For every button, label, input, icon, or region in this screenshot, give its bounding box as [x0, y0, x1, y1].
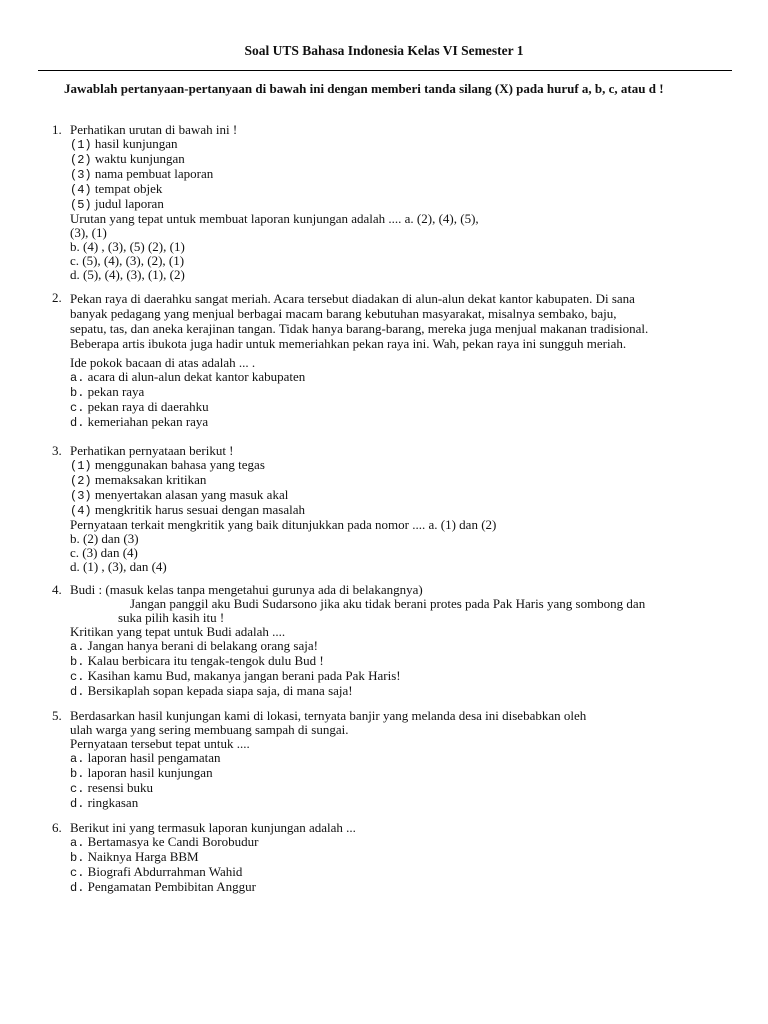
- answer-option[interactable]: c. (3) dan (4): [70, 545, 138, 560]
- list-item: (2) waktu kunjungan: [70, 151, 185, 167]
- answer-option[interactable]: d. Pengamatan Pembibitan Anggur: [70, 879, 256, 895]
- list-item: (2) memaksakan kritikan: [70, 472, 207, 488]
- header-divider: [38, 70, 732, 71]
- question-2: [52, 291, 692, 430]
- list-item: (3) nama pembuat laporan: [70, 166, 214, 182]
- answer-option[interactable]: b. (4) , (3), (5) (2), (1): [70, 239, 185, 254]
- question-4: [52, 583, 692, 699]
- answer-option[interactable]: d. Bersikaplah sopan kepada siapa saja, di mana saja!: [70, 683, 353, 699]
- answer-option[interactable]: a. laporan hasil pengamatan: [70, 750, 221, 766]
- answer-option[interactable]: d. kemeriahan pekan raya: [70, 414, 209, 430]
- answer-option[interactable]: b. Kalau berbicara itu tengak-tengok dulu Bud !: [70, 653, 324, 669]
- passage-line: sepatu, tas, dan aneka kerajinan tangan. Tidak hanya barang-barang, mereka juga menjual makanan tradisional.: [70, 321, 649, 336]
- question-number: 6.: [52, 820, 62, 835]
- answer-option[interactable]: a. Bertamasya ke Candi Borobudur: [70, 834, 259, 850]
- question-text: Ide pokok bacaan di atas adalah ... .: [70, 355, 256, 370]
- answer-option[interactable]: c. (5), (4), (3), (2), (1): [70, 253, 185, 268]
- passage-line: Beberapa artis ibukota juga hadir untuk memeriahkan pekan raya ini. Wah, pekan raya ini sungguh meriah.: [70, 336, 627, 351]
- list-item: (3) menyertakan alasan yang masuk akal: [70, 487, 289, 503]
- answer-option[interactable]: c. pekan raya di daerahku: [70, 399, 209, 415]
- answer-option[interactable]: b. laporan hasil kunjungan: [70, 765, 213, 781]
- question-intro: Perhatikan urutan di bawah ini !: [70, 122, 238, 137]
- dialogue-speaker: Budi : (masuk kelas tanpa mengetahui gurunya ada di belakangnya): [70, 582, 423, 597]
- passage-line: banyak pedagang yang menjual berbagai macam barang kebutuhan masyarakat, misalnya sembako, baju,: [70, 306, 617, 321]
- answer-option[interactable]: b. pekan raya: [70, 384, 145, 400]
- answer-option[interactable]: b. (2) dan (3): [70, 531, 139, 546]
- question-intro: Perhatikan pernyataan berikut !: [70, 443, 234, 458]
- question-text: Urutan yang tepat untuk membuat laporan kunjungan adalah .... a. (2), (4), (5),: [70, 211, 479, 226]
- question-text: Kritikan yang tepat untuk Budi adalah ....: [70, 624, 286, 639]
- answer-option[interactable]: d. ringkasan: [70, 795, 139, 811]
- question-number: 4.: [52, 582, 62, 597]
- question-1: [52, 123, 692, 282]
- instruction-text: Jawablah pertanyaan-pertanyaan di bawah ini dengan memberi tanda silang (X) pada huruf a, b, c, atau d !: [64, 81, 664, 96]
- answer-option[interactable]: d. (5), (4), (3), (1), (2): [70, 267, 185, 282]
- answer-option[interactable]: c. resensi buku: [70, 780, 154, 796]
- passage-line: ulah warga yang sering membuang sampah di sungai.: [70, 722, 349, 737]
- question-text: Berikut ini yang termasuk laporan kunjungan adalah ...: [70, 820, 356, 835]
- question-5: [52, 709, 692, 811]
- question-number: 1.: [52, 122, 62, 137]
- question-text: Pernyataan terkait mengkritik yang baik ditunjukkan pada nomor .... a. (1) dan (2): [70, 517, 497, 532]
- passage-line: Pekan raya di daerahku sangat meriah. Acara tersebut diadakan di alun-alun dekat kantor kabupaten. Di sana: [70, 291, 635, 306]
- passage-line: Berdasarkan hasil kunjungan kami di lokasi, ternyata banjir yang melanda desa ini disebabkan oleh: [70, 708, 587, 723]
- list-item: (5) judul laporan: [70, 196, 164, 212]
- question-number: 5.: [52, 708, 62, 723]
- list-item: (4) tempat objek: [70, 181, 163, 197]
- answer-option[interactable]: a. acara di alun-alun dekat kantor kabupaten: [70, 369, 306, 385]
- answer-option[interactable]: b. Naiknya Harga BBM: [70, 849, 199, 865]
- question-text: Pernyataan tersebut tepat untuk ....: [70, 736, 250, 751]
- list-item: (1) hasil kunjungan: [70, 136, 178, 152]
- list-item: (1) menggunakan bahasa yang tegas: [70, 457, 265, 473]
- question-6: [52, 821, 692, 895]
- dialogue-quote-continued: suka pilih kasih itu !: [118, 610, 225, 625]
- page-title: Soal UTS Bahasa Indonesia Kelas VI Semester 1: [244, 43, 524, 58]
- dialogue-quote: Jangan panggil aku Budi Sudarsono jika aku tidak berani protes pada Pak Haris yang sombong dan: [130, 596, 646, 611]
- answer-option[interactable]: c. Kasihan kamu Bud, makanya jangan berani pada Pak Haris!: [70, 668, 401, 684]
- question-3: [52, 444, 692, 574]
- answer-option[interactable]: a. Jangan hanya berani di belakang orang saja!: [70, 638, 318, 654]
- question-number: 2.: [52, 290, 62, 305]
- question-text-continued: (3), (1): [70, 225, 107, 240]
- answer-option[interactable]: c. Biografi Abdurrahman Wahid: [70, 864, 243, 880]
- answer-option[interactable]: d. (1) , (3), dan (4): [70, 559, 167, 574]
- list-item: (4) mengkritik harus sesuai dengan masalah: [70, 502, 305, 518]
- question-number: 3.: [52, 443, 62, 458]
